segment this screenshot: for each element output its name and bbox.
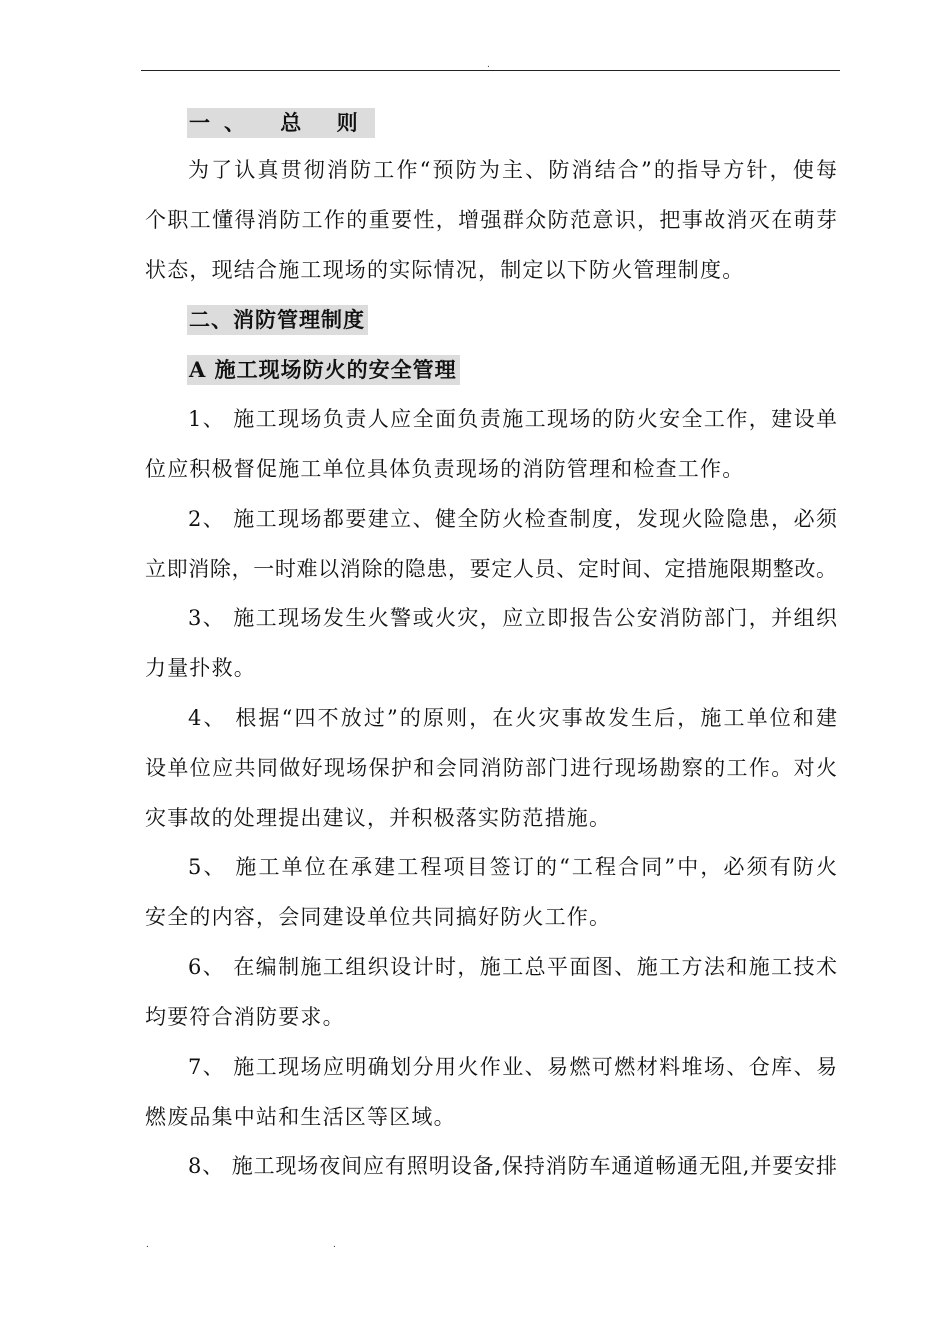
item-1-line-2: 位应积极督促施工单位具体负责现场的消防管理和检查工作。 <box>145 457 745 481</box>
section-heading-general: 一、 总 则 <box>187 108 375 138</box>
general-paragraph-line-3: 状态，现结合施工现场的实际情况，制定以下防火管理制度。 <box>145 258 745 282</box>
item-7-line-2: 燃废品集中站和生活区等区域。 <box>145 1105 456 1129</box>
item-3-line-1: 3、 施工现场发生火警或火灾，应立即报告公安消防部门，并组织 <box>188 606 837 630</box>
footer-mark-right: . <box>333 1240 336 1250</box>
item-6-line-1: 6、 在编制施工组织设计时，施工总平面图、施工方法和施工技术 <box>188 955 837 979</box>
item-6-line-2: 均要符合消防要求。 <box>145 1005 345 1029</box>
item-8-line-1: 8、 施工现场夜间应有照明设备,保持消防车通道畅通无阻,并要安排 <box>188 1154 837 1178</box>
item-2-line-1: 2、 施工现场都要建立、健全防火检查制度，发现火险隐患，必须 <box>188 507 837 531</box>
general-paragraph-line-1: 为了认真贯彻消防工作“预防为主、防消结合”的指导方针，使每 <box>188 158 837 182</box>
header-rule <box>141 70 840 71</box>
item-5-line-1: 5、 施工单位在承建工程项目签订的“工程合同”中，必须有防火 <box>188 855 837 879</box>
item-7-line-1: 7、 施工现场应明确划分用火作业、易燃可燃材料堆场、仓库、易 <box>188 1055 837 1079</box>
section-heading-policy: 二、消防管理制度 <box>187 305 368 335</box>
header-mark: . <box>487 60 490 70</box>
item-3-line-2: 力量扑救。 <box>145 656 256 680</box>
subsection-heading-a: A 施工现场防火的安全管理 <box>187 355 460 385</box>
item-4-line-1: 4、 根据“四不放过”的原则，在火灾事故发生后，施工单位和建 <box>188 706 837 730</box>
item-4-line-2: 设单位应共同做好现场保护和会同消防部门进行现场勘察的工作。对火 <box>145 756 837 780</box>
item-1-line-1: 1、 施工现场负责人应全面负责施工现场的防火安全工作，建设单 <box>188 407 837 431</box>
item-4-line-3: 灾事故的处理提出建议，并积极落实防范措施。 <box>145 806 612 830</box>
footer-mark-left: . <box>146 1240 149 1250</box>
item-2-line-2: 立即消除，一时难以消除的隐患，要定人员、定时间、定措施限期整改。 <box>145 557 837 581</box>
general-paragraph-line-2: 个职工懂得消防工作的重要性，增强群众防范意识，把事故消灭在萌芽 <box>145 208 837 232</box>
item-5-line-2: 安全的内容，会同建设单位共同搞好防火工作。 <box>145 905 612 929</box>
